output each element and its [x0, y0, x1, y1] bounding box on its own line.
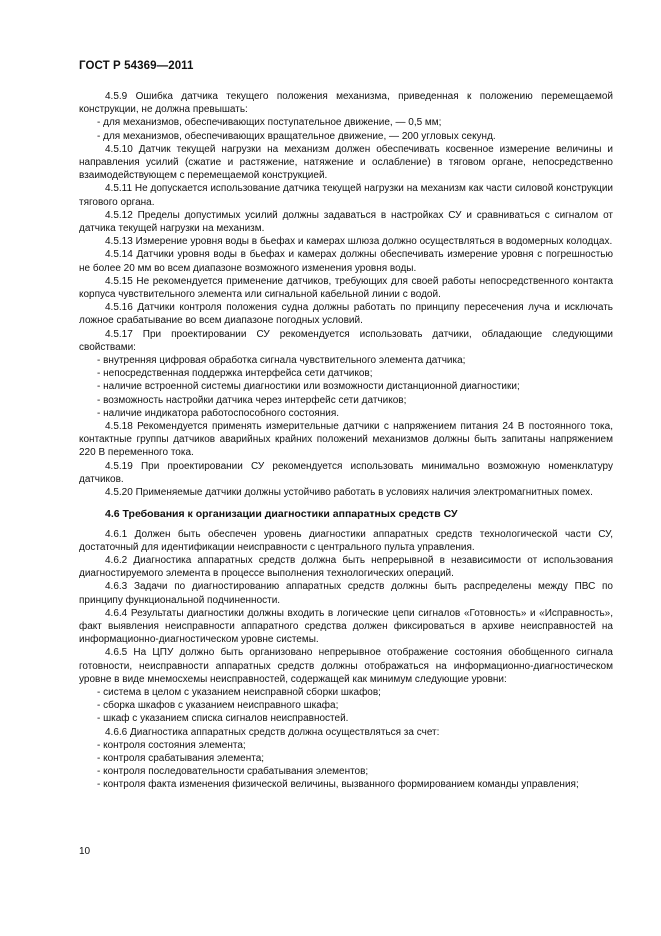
paragraph: 4.6.2 Диагностика аппаратных средств должна быть непрерывной в независимости от использования диагностируемого элемента в процессе выполнения технологических операций.	[79, 554, 613, 580]
list-item: - возможность настройки датчика через интерфейс сети датчиков;	[79, 394, 613, 407]
list-item: - контроля состояния элемента;	[79, 739, 613, 752]
paragraph: 4.6.3 Задачи по диагностированию аппаратных средств должны быть распределены между ПВС по принципу функциональной подчиненности.	[79, 581, 613, 606]
document-header: ГОСТ Р 54369—2011	[79, 60, 194, 72]
section-heading: 4.6 Требования к организации диагностики аппаратных средств СУ	[105, 508, 458, 521]
paragraph: 4.6.5 На ЦПУ должно быть организовано непрерывное отображение состояния обобщенного сигнала готовности, неисправности аппаратных средств должны отображаться на информационно-диагностическом уровне в виде мнемосхемы неисправностей, содержащей как минимум следующие уровни:	[79, 647, 613, 685]
paragraph: 4.5.9 Ошибка датчика текущего положения механизма, приведенная к положению перемещаемой конструкции, не должна превышать:	[79, 91, 613, 116]
paragraph: 4.5.18 Рекомендуется применять измерительные датчики с напряжением питания 24 В постоянного тока, контактные группы датчиков аварийных крайних положений механизмов должны быть запитаны напряжением 220 В переменного тока.	[79, 421, 613, 459]
list-item: - для механизмов, обеспечивающих вращательное движение, — 200 угловых секунд.	[79, 130, 613, 143]
paragraph: 4.5.10 Датчик текущей нагрузки на механизм должен обеспечивать косвенное измерение величины и направления усилий (сжатие и растяжение, натяжение и ослабление) в тяговом органе, непосредственно взаимодействующем с перемещаемой конструкцией.	[79, 143, 613, 182]
list-item: - внутренняя цифровая обработка сигнала чувствительного элемента датчика;	[79, 354, 613, 367]
list-item: - система в целом с указанием неисправной сборки шкафов;	[79, 686, 613, 699]
paragraph: 4.5.12 Пределы допустимых усилий должны задаваться в настройках СУ и сравниваться с сигналом от датчика текущей нагрузки на механизм.	[79, 209, 613, 235]
paragraph: 4.5.20 Применяемые датчики должны устойчиво работать в условиях наличия электромагнитных помех.	[105, 487, 593, 499]
paragraph: 4.5.16 Датчики контроля положения судна должны работать по принципу пересечения луча и исключать ложное срабатывание во всем диапазоне погодных условий.	[79, 302, 613, 327]
list-item: - контроля последовательности срабатывания элементов;	[79, 765, 613, 778]
paragraph: 4.5.19 При проектировании СУ рекомендуется использовать минимально возможную номенклатуру датчиков.	[79, 460, 613, 485]
list-item: - контроля срабатывания элемента;	[79, 752, 613, 765]
list-item: - наличие встроенной системы диагностики или возможности дистанционной диагностики;	[79, 380, 613, 393]
paragraph: 4.6.4 Результаты диагностики должны входить в логические цепи сигналов «Готовность» и «Исправность», факт выявления неисправности аппаратного средства должен фиксироваться в архиве неисправностей на информационно-диагностическом уровне системы.	[79, 607, 613, 646]
list-item: - шкаф с указанием списка сигналов неисправностей.	[79, 712, 613, 725]
list-item: - для механизмов, обеспечивающих поступательное движение, — 0,5 мм;	[79, 116, 613, 129]
paragraph: 4.5.17 При проектировании СУ рекомендуется использовать датчики, обладающие следующими свойствами:	[79, 328, 613, 353]
paragraph: 4.5.15 Не рекомендуется применение датчиков, требующих для своей работы непосредственного контакта корпуса чувствительного элемента или сигнальной кабельной линии с водой.	[79, 275, 613, 301]
list-item: - контроля факта изменения физической величины, вызванного формированием команды управления;	[79, 778, 613, 791]
paragraph: 4.5.14 Датчики уровня воды в бьефах и камерах должны обеспечивать измерение уровня с погрешностью не более 20 мм во всем диапазоне возможного изменения уровня воды.	[79, 249, 613, 274]
page-number: 10	[79, 846, 91, 857]
list-item: - непосредственная поддержка интерфейса сети датчиков;	[79, 367, 613, 380]
paragraph: 4.5.13 Измерение уровня воды в бьефах и камерах шлюза должно осуществляться в водомерных колодцах.	[105, 236, 613, 248]
document-body	[79, 90, 613, 792]
paragraph: 4.5.11 Не допускается использование датчика текущей нагрузки на механизм как части силовой конструкции тягового органа.	[79, 183, 613, 208]
document-page	[79, 60, 613, 792]
list-item: - наличие индикатора работоспособного состояния.	[79, 407, 613, 420]
list-item: - сборка шкафов с указанием неисправного шкафа;	[79, 699, 613, 712]
paragraph: 4.6.6 Диагностика аппаратных средств должна осуществляться за счет:	[105, 726, 440, 738]
paragraph: 4.6.1 Должен быть обеспечен уровень диагностики аппаратных средств технологической части СУ, достаточный для идентификации неисправности с центрального пульта управления.	[79, 528, 613, 553]
